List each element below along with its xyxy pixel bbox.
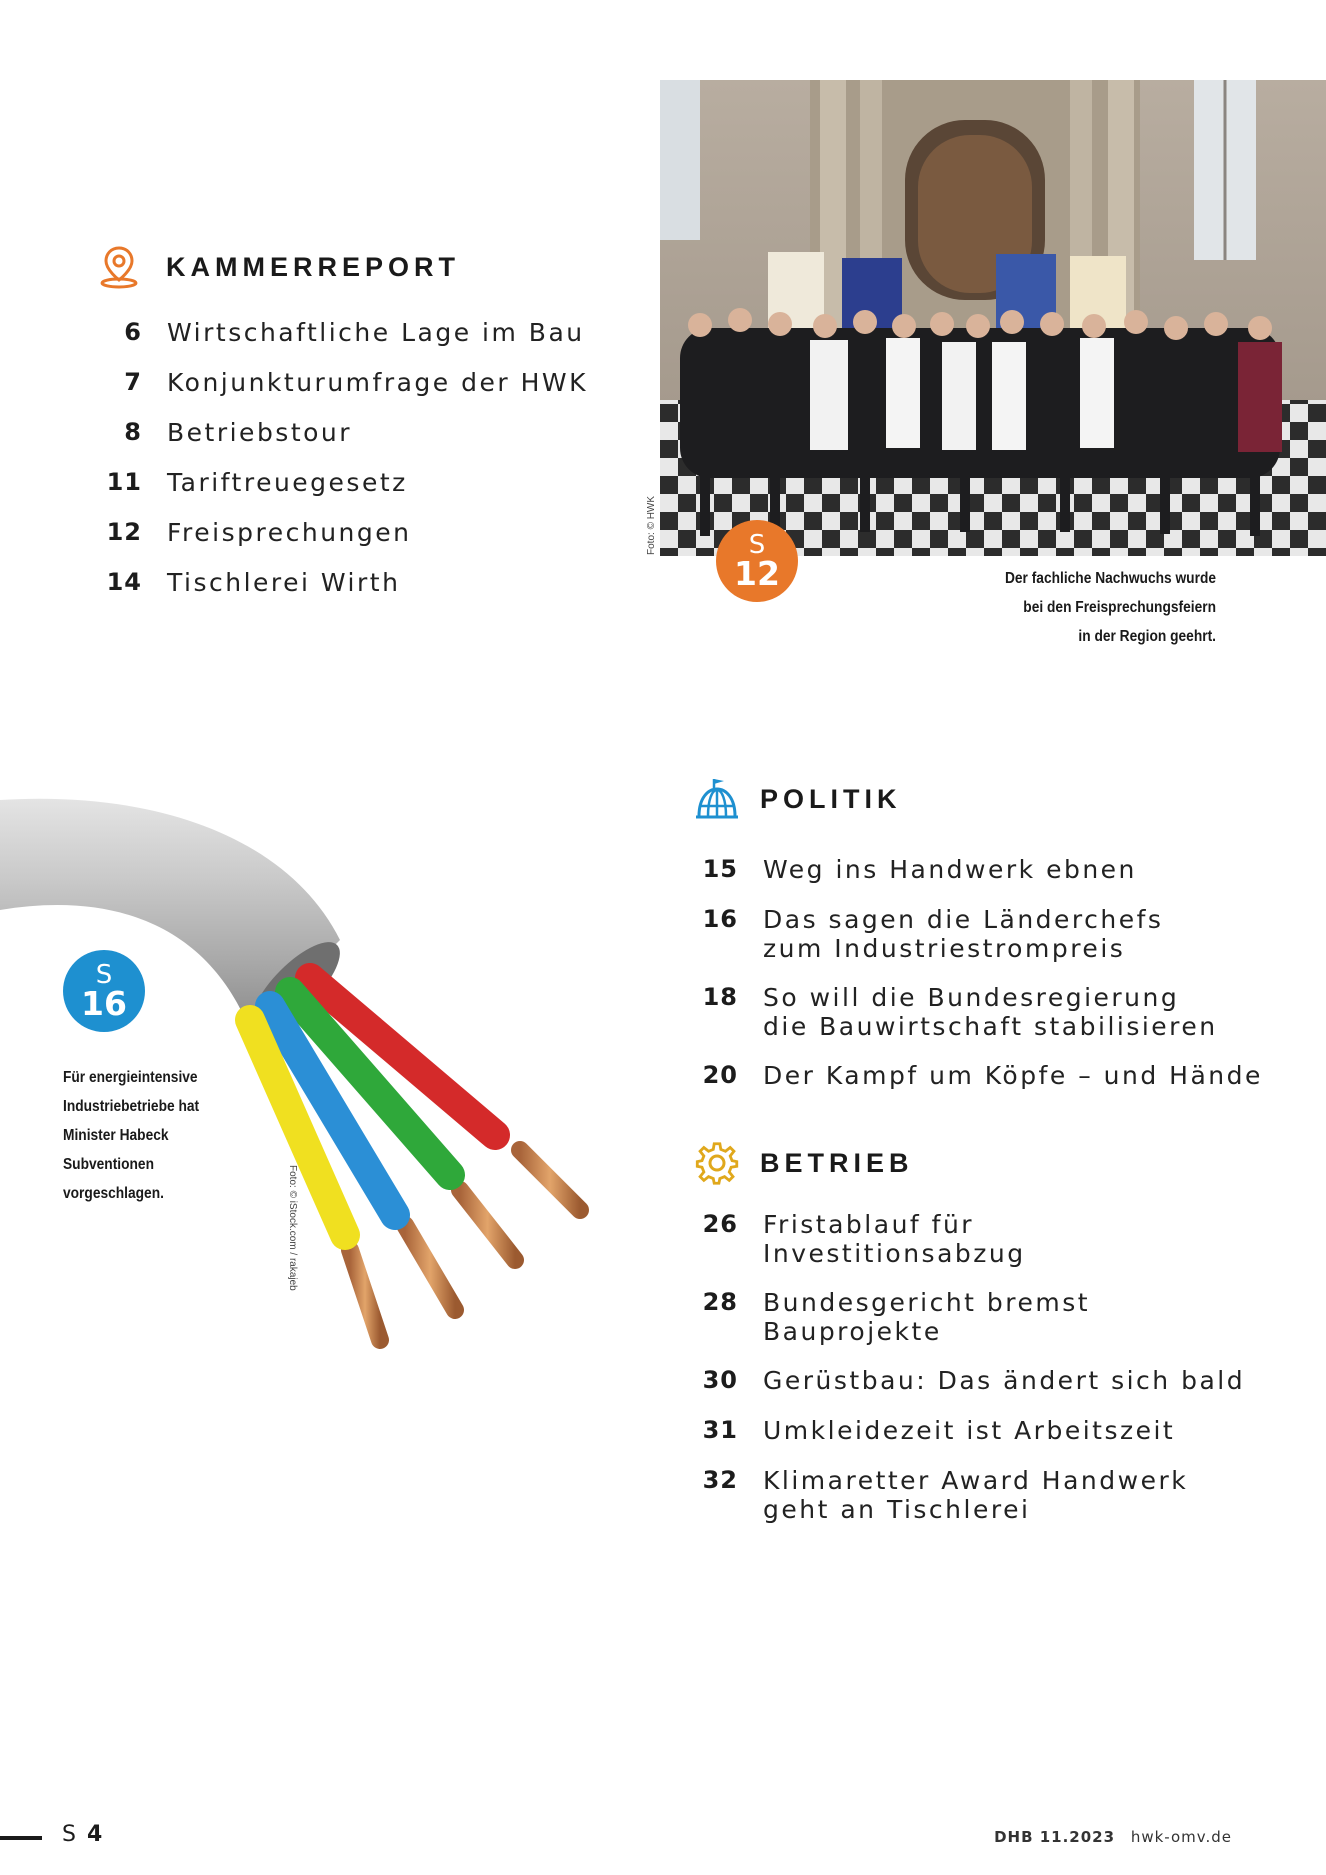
cable-photo-credit: Foto: © iStock.com / rakajeb: [287, 1165, 298, 1291]
section-title: KAMMERREPORT: [166, 251, 460, 282]
footer-website[interactable]: hwk-omv.de: [1130, 1828, 1232, 1846]
section-header-kammerreport: [96, 244, 460, 290]
toc-item[interactable]: [678, 905, 1163, 963]
article-title: Betriebstour: [167, 418, 353, 447]
section-title: POLITIK: [760, 783, 902, 814]
photo-credit: Foto: © HWK: [646, 495, 657, 555]
page-number: 20: [702, 1061, 738, 1089]
page-number: 30: [702, 1366, 738, 1394]
badge-prefix: S: [748, 530, 766, 560]
gear-icon: [694, 1140, 740, 1186]
page-number: 28: [702, 1288, 738, 1316]
badge-page-number: 12: [734, 554, 780, 593]
toc-item[interactable]: [678, 983, 1218, 1041]
toc-item[interactable]: [82, 418, 352, 447]
cable-caption: Für energieintensive Industriebetriebe hat Minister Habeck Subventionen vorgeschlagen.: [63, 1069, 200, 1202]
toc-item[interactable]: [82, 368, 588, 397]
location-pin-icon: [96, 244, 142, 290]
footer-page-prefix: S: [62, 1822, 76, 1847]
toc-item[interactable]: [678, 1366, 1245, 1395]
page-number: 31: [702, 1416, 738, 1444]
article-title: Weg ins Handwerk ebnen: [763, 855, 1137, 884]
toc-item[interactable]: [82, 318, 585, 347]
photo-caption: Der fachliche Nachwuchs wurde bei den Freisprechungsfeiern in der Region geehrt.: [1004, 570, 1216, 645]
section-header-betrieb: [694, 1140, 914, 1186]
footer-rule: [0, 1836, 42, 1840]
article-title: Tischlerei Wirth: [167, 568, 401, 597]
section-title: BETRIEB: [760, 1147, 914, 1178]
page-number: 14: [106, 568, 142, 596]
toc-item[interactable]: [678, 1210, 1026, 1268]
toc-item[interactable]: [678, 1061, 1263, 1090]
footer-page-number: 4: [86, 1822, 103, 1847]
page-number: 11: [106, 468, 142, 496]
footer-issue: DHB 11.2023: [994, 1828, 1116, 1846]
article-title: Freisprechungen: [167, 518, 412, 547]
article-title: Tariftreuegesetz: [167, 468, 408, 497]
section-header-politik: [694, 776, 902, 822]
page-number: 8: [124, 418, 142, 446]
toc-item[interactable]: [678, 1466, 1188, 1524]
page-number: 6: [124, 318, 142, 346]
parliament-dome-icon: [694, 776, 740, 822]
article-title: Wirtschaftliche Lage im Bau: [167, 318, 585, 347]
article-title: Gerüstbau: Das ändert sich bald: [763, 1366, 1246, 1395]
page-number: 26: [702, 1210, 738, 1238]
church-photo-illustration: [660, 80, 1326, 560]
page-number: 12: [106, 518, 142, 546]
page-number: 15: [702, 855, 738, 883]
article-title: Konjunkturumfrage der HWK: [167, 368, 589, 397]
article-title: Umkleidezeit ist Arbeitszeit: [763, 1416, 1176, 1445]
article-title: Fristablauf für Investitionsabzug: [763, 1210, 1026, 1268]
toc-item[interactable]: [678, 1416, 1175, 1445]
page-number: 7: [124, 368, 142, 396]
footer-publication: [994, 1828, 1232, 1846]
article-title: Das sagen die Länderchefs zum Industriestrompreis: [763, 905, 1164, 963]
page-badge-12[interactable]: [716, 520, 798, 602]
toc-item[interactable]: [82, 568, 400, 597]
page-number: 18: [702, 983, 738, 1011]
badge-page-number: 16: [81, 984, 127, 1023]
toc-item[interactable]: [678, 1288, 1090, 1346]
article-title: Bundesgericht bremst Bauprojekte: [763, 1288, 1091, 1346]
article-title: Der Kampf um Köpfe – und Hände: [763, 1061, 1263, 1090]
article-title: So will die Bundesregierung die Bauwirtschaft stabilisieren: [763, 983, 1218, 1041]
footer-page: [62, 1822, 102, 1847]
toc-item[interactable]: [82, 518, 412, 547]
page-number: 32: [702, 1466, 738, 1494]
page-number: 16: [702, 905, 738, 933]
article-title: Klimaretter Award Handwerk geht an Tischlerei: [763, 1466, 1189, 1524]
group-photo: [660, 80, 1326, 560]
badge-prefix: S: [95, 960, 113, 990]
toc-item[interactable]: [82, 468, 408, 497]
page-badge-16[interactable]: [63, 950, 145, 1032]
toc-item[interactable]: [678, 855, 1137, 884]
